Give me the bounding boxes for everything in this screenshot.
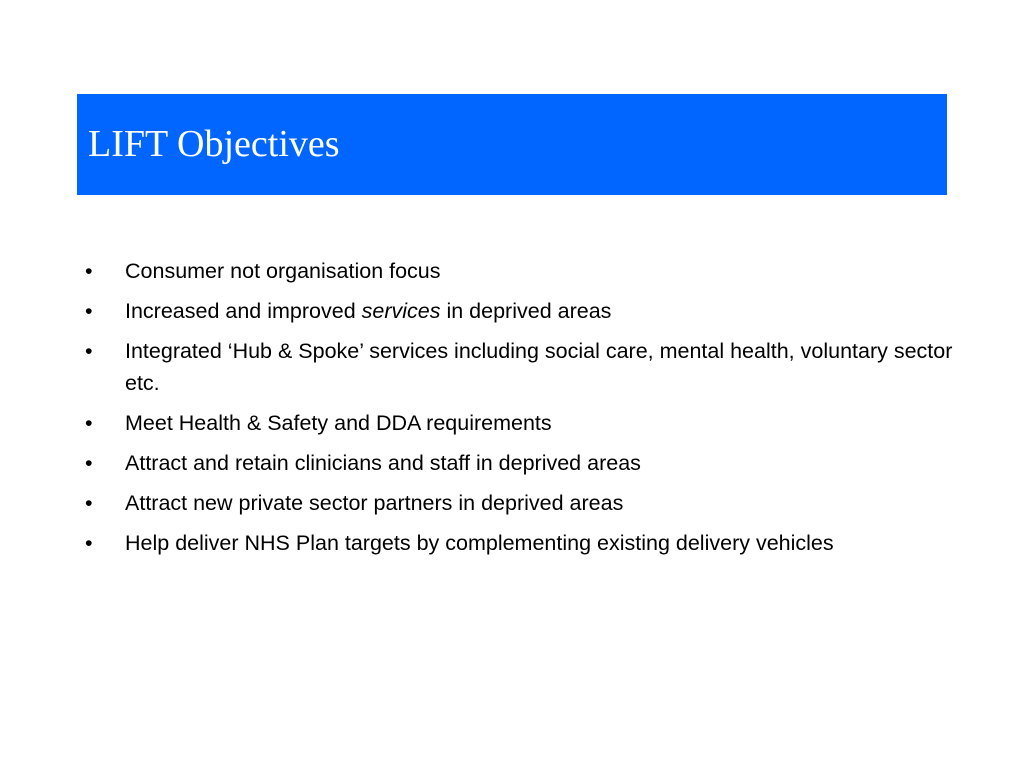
bullet-item [85, 447, 955, 479]
bullet-item [85, 255, 955, 287]
bullet-marker: • [85, 411, 93, 435]
bullet-text-part: Increased and improved [125, 299, 362, 323]
bullet-text-italic: services [361, 299, 441, 323]
bullet-list [85, 255, 955, 567]
bullet-text: Meet Health & Safety and DDA requirements [125, 411, 552, 435]
bullet-marker: • [85, 259, 93, 283]
slide-title: LIFT Objectives [88, 123, 340, 165]
bullet-item [85, 335, 955, 399]
bullet-text: Help deliver NHS Plan targets by complementing existing delivery vehicles [125, 531, 834, 555]
bullet-text: Attract new private sector partners in deprived areas [125, 491, 624, 515]
bullet-marker: • [85, 339, 93, 363]
bullet-text-part: in deprived areas [440, 299, 612, 323]
bullet-marker: • [85, 491, 93, 515]
bullet-text [125, 295, 955, 327]
bullet-marker: • [85, 531, 93, 555]
title-bar [77, 94, 947, 195]
bullet-item [85, 527, 955, 559]
bullet-text: Consumer not organisation focus [125, 259, 441, 283]
bullet-text: Integrated ‘Hub & Spoke’ services including social care, mental health, voluntary sector etc. [125, 339, 953, 395]
bullet-marker: • [85, 299, 93, 323]
bullet-item [85, 407, 955, 439]
bullet-text: Attract and retain clinicians and staff in deprived areas [125, 451, 641, 475]
bullet-item [85, 295, 955, 327]
bullet-item [85, 487, 955, 519]
bullet-marker: • [85, 451, 93, 475]
